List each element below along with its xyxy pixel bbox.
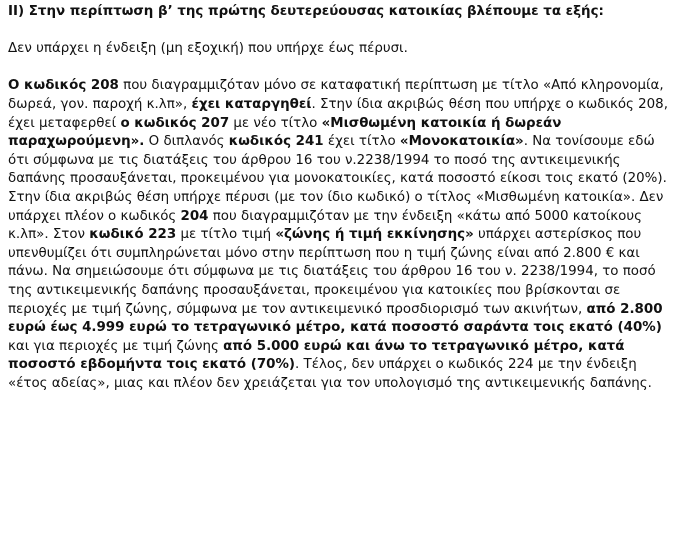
abolished-text: έχει καταργηθεί — [191, 96, 312, 112]
section-heading: II) Στην περίπτωση β’ της πρώτης δευτερεύουσας κατοικίας βλέπουμε τα εξής: — [8, 4, 604, 19]
code-204-text: 204 — [180, 208, 209, 224]
document-page — [8, 3, 678, 393]
forty-percent-rule-text: από 2.800 ευρώ έως 4.999 ευρώ το τετραγωνικό μέτρο, κατά ποσοστό σαράντα τοις εκατό (40%) — [8, 301, 663, 336]
body-text: που διαγραμμιζόταν μόνο σε καταφατική περίπτωση με τίτλο «Από κληρονομία, δωρεά, γον. παροχή κ.λπ», — [8, 78, 664, 112]
body-paragraph — [8, 77, 678, 393]
code-223-text: κωδικό 223 — [89, 227, 177, 243]
body-text: υπάρχει αστερίσκος που υπενθυμίζει ότι συμπληρώνεται μόνο στην περίπτωση που η τιμή ζώνης είναι από 2.800 € και πάνω. Να σημειώσουμε ότι σύμφωνα με τις διατάξεις του άρθρου 16 του ν. 2238/1994, το ποσό της αντικειμενικής δαπάνης προσαυξάνεται, προκειμένου για κατοικίες που βρίσκονται σε περιοχές με τιμή ζώνης, σύμφωνα με τον αντικειμενικό προσδιορισμό των ακινήτων, — [8, 227, 656, 317]
code-207-text: ο κωδικός 207 — [120, 115, 230, 131]
zone-price-title-text: «ζώνης ή τιμή εκκίνησης» — [275, 227, 474, 243]
code-241-text: κωδικός 241 — [228, 134, 324, 150]
body-text: . Να τονίσουμε εδώ ότι σύμφωνα με τις διατάξεις του άρθρου 16 του ν.2238/1994 το ποσό της αντικειμενικής δαπάνης προσαυξάνεται, προκειμένου για μονοκατοικίες, κατά ποσοστό είκοσι τοις εκατό (20%). Στην ίδια ακριβώς θέση υπήρχε πέρυσι (με τον ίδιο κωδικό) ο τίτλος «Μισθωμένη κατοικία». Δεν υπάρχει πλέον ο κωδικός — [8, 134, 667, 224]
body-text: . Τέλος, δεν υπάρχει ο κωδικός 224 με την ένδειξη «έτος αδείας», μιας και πλέον δεν χρειάζεται για τον υπολογισμό της αντικειμενικής δαπάνης. — [8, 357, 652, 391]
detached-house-title-text: «Μονοκατοικία» — [399, 134, 524, 150]
rented-title-text: «Μισθωμένη κατοικία ή δωρεάν παραχωρούμενη». — [8, 115, 562, 150]
body-text: με νέο τίτλο — [229, 115, 322, 131]
intro-paragraph: Δεν υπάρχει η ένδειξη (μη εξοχική) που υπήρχε έως πέρυσι. — [8, 41, 408, 57]
body-text: έχει τίτλο — [323, 134, 400, 150]
body-text: . Στην ίδια ακριβώς θέση που υπήρχε ο κωδικός 208, έχει μεταφερθεί — [8, 96, 668, 131]
code-208-text: Ο κωδικός 208 — [8, 78, 119, 94]
body-text: που διαγραμμιζόταν με την ένδειξη «κάτω από 5000 κατοίκους κ.λπ». Στον — [8, 208, 642, 243]
body-text: με τίτλο τιμή — [176, 227, 276, 243]
body-text: και για περιοχές με τιμή ζώνης — [8, 338, 224, 354]
body-text: Ο διπλανός — [144, 134, 229, 150]
seventy-percent-rule-text: από 5.000 ευρώ και άνω το τετραγωνικό μέτρο, κατά ποσοστό εβδομήντα τοις εκατό (70%) — [8, 338, 625, 373]
